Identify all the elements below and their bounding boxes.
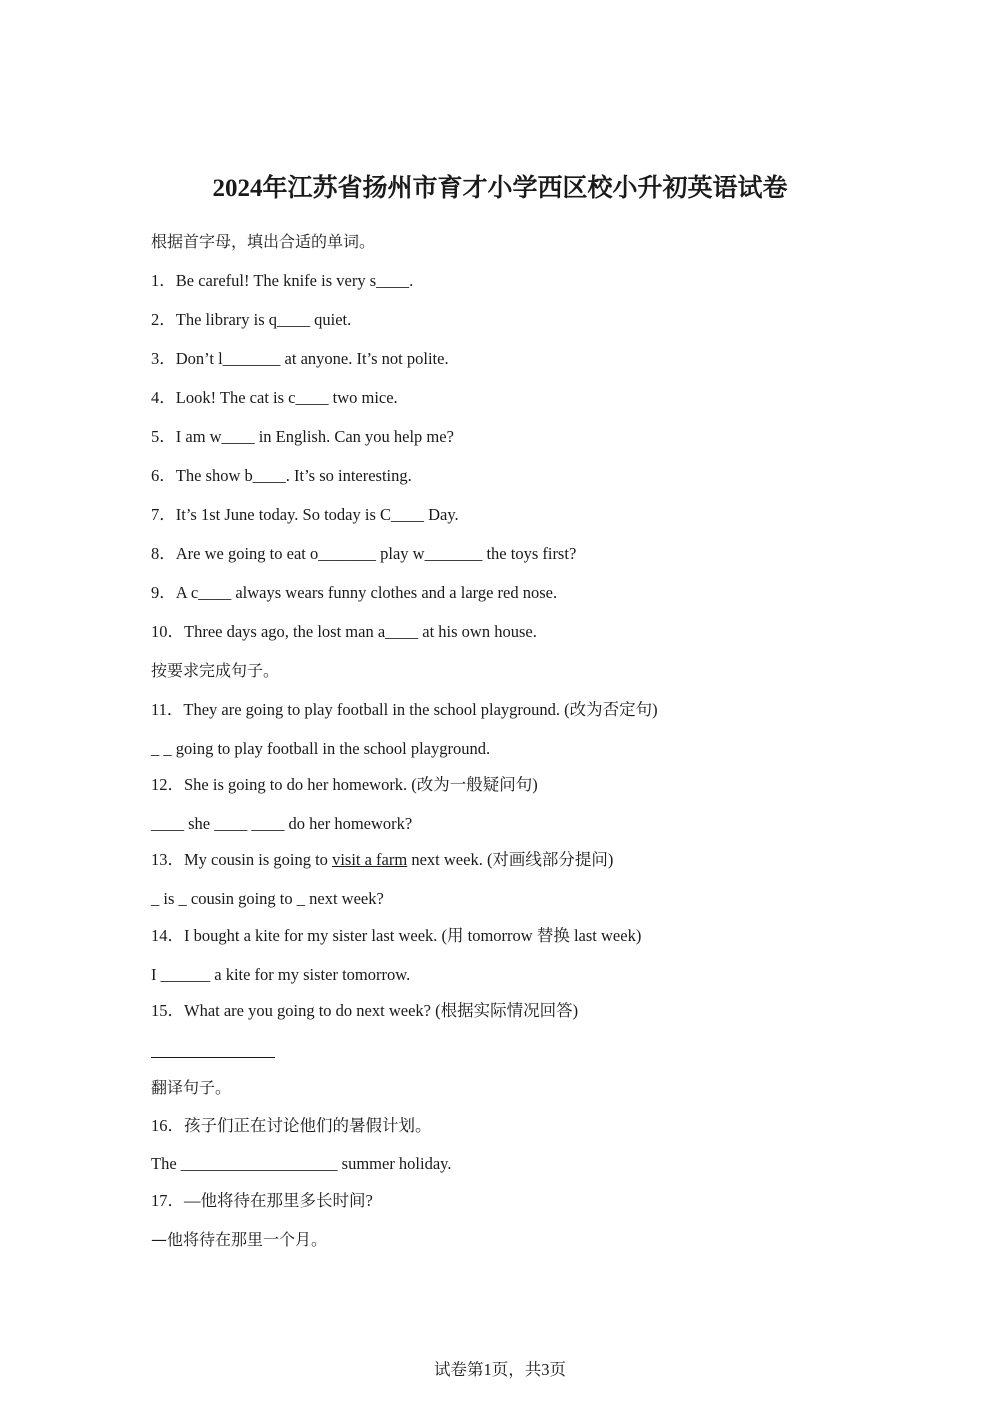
question-9: 9．A c____ always wears funny clothes and a large red nose. bbox=[151, 583, 558, 602]
question-15: 15．What are you going to do next week? (根据实际情况回答) bbox=[151, 1001, 579, 1020]
page-title: 2024年江苏省扬州市育才小学西区校小升初英语试卷 bbox=[212, 175, 788, 202]
section-heading-fill-words: 根据首字母，填出合适的单词。 bbox=[151, 232, 376, 251]
question-7: 7．It’s 1st June today. So today is C____ Day. bbox=[151, 505, 459, 524]
question-5: 5．I am w____ in English. Can you help me? bbox=[151, 427, 454, 446]
question-1: 1．Be careful! The knife is very s____. bbox=[151, 271, 414, 290]
answer-14: I ______ a kite for my sister tomorrow. bbox=[151, 965, 411, 984]
question-13-prefix: 13．My cousin is going to bbox=[151, 850, 333, 869]
question-16: 16．孩子们正在讨论他们的暑假计划。 bbox=[151, 1116, 432, 1135]
question-3: 3．Don’t l_______ at anyone. It’s not polite. bbox=[151, 349, 449, 368]
question-12: 12．She is going to do her homework. (改为一般疑问句) bbox=[151, 775, 538, 794]
answer-15-blank bbox=[151, 1057, 275, 1058]
section-heading-translate: 翻译句子。 bbox=[151, 1078, 232, 1097]
question-11: 11．They are going to play football in the school playground. (改为否定句) bbox=[151, 700, 658, 719]
question-13 bbox=[151, 849, 613, 871]
question-14: 14．I bought a kite for my sister last week. (用 tomorrow 替换 last week) bbox=[151, 926, 642, 945]
question-13-underlined: visit a farm bbox=[332, 850, 408, 869]
answer-17: —他将待在那里一个月。 bbox=[151, 1230, 328, 1249]
page-footer: 试卷第1页，共3页 bbox=[434, 1360, 566, 1379]
question-6: 6．The show b____. It’s so interesting. bbox=[151, 466, 412, 485]
question-13-suffix: next week. (对画线部分提问) bbox=[407, 850, 614, 869]
question-2: 2．The library is q____ quiet. bbox=[151, 310, 352, 329]
question-4: 4．Look! The cat is c____ two mice. bbox=[151, 388, 398, 407]
question-17: 17．—他将待在那里多长时间? bbox=[151, 1191, 373, 1210]
question-8: 8．Are we going to eat o_______ play w_______ the toys first? bbox=[151, 544, 577, 563]
answer-13: _ is _ cousin going to _ next week? bbox=[151, 889, 384, 908]
answer-16: The ___________________ summer holiday. bbox=[151, 1154, 452, 1173]
question-10: 10．Three days ago, the lost man a____ at his own house. bbox=[151, 622, 537, 641]
section-heading-complete-sentences: 按要求完成句子。 bbox=[151, 661, 280, 680]
answer-12: ____ she ____ ____ do her homework? bbox=[151, 814, 413, 833]
answer-11: _ _ going to play football in the school playground. bbox=[151, 739, 491, 758]
